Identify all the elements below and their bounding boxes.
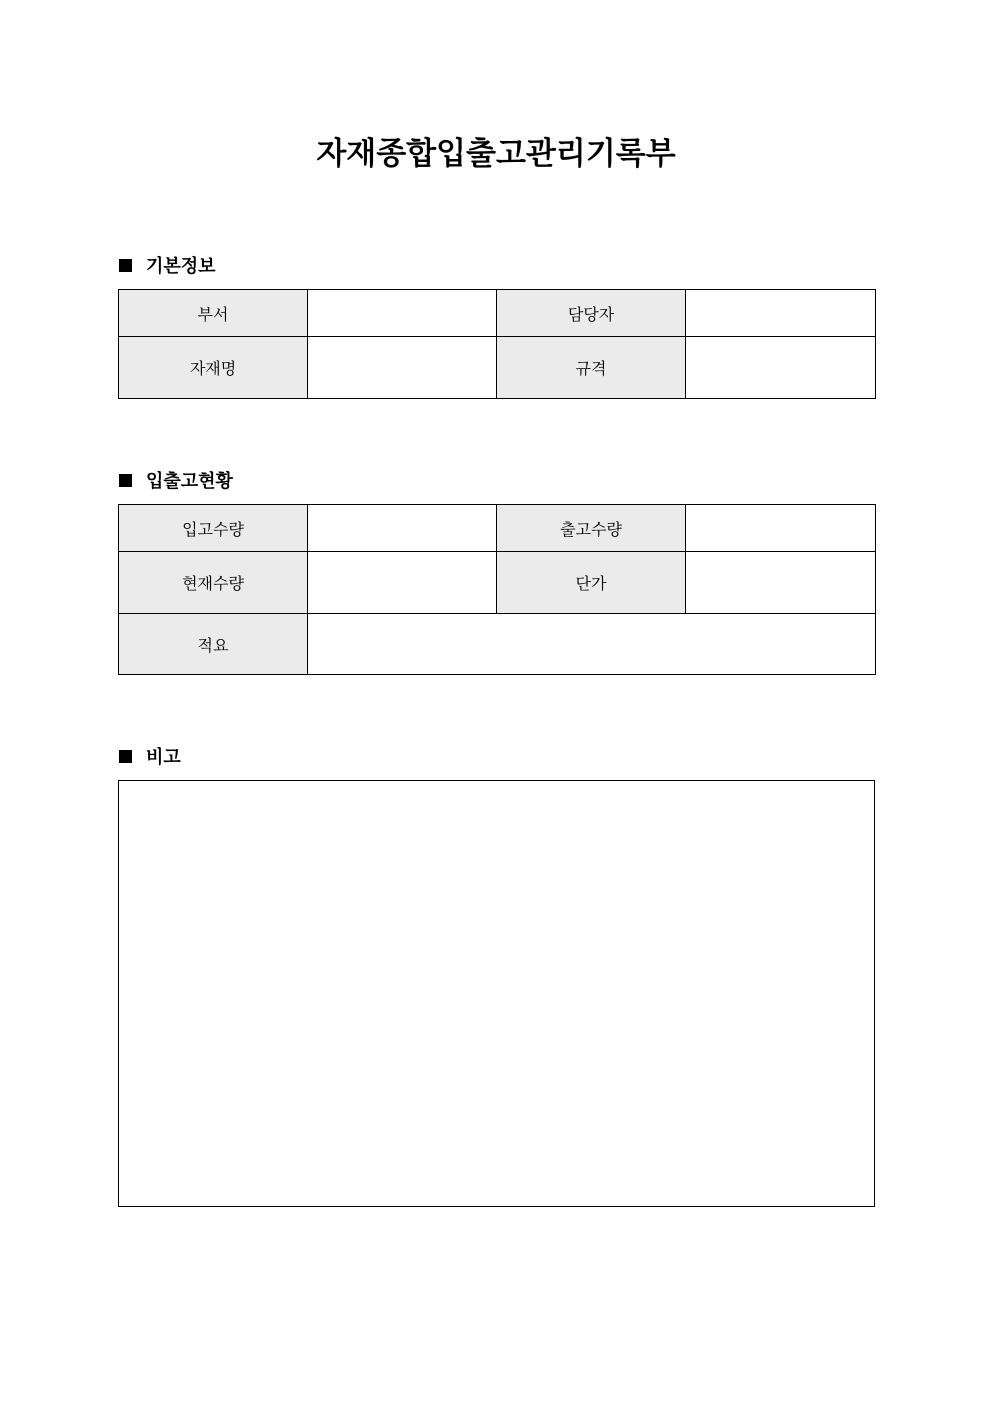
in-qty-label: 입고수량: [119, 505, 308, 552]
document-title: 자재종합입출고관리기록부: [316, 136, 676, 172]
section-heading-inout-status: [119, 468, 233, 492]
specification-field[interactable]: [686, 337, 876, 399]
current-qty-label: 현재수량: [119, 552, 308, 614]
summary-field[interactable]: [308, 614, 876, 675]
manager-label: 담당자: [497, 290, 686, 337]
table-row: [119, 337, 876, 399]
in-qty-field[interactable]: [308, 505, 497, 552]
material-name-field[interactable]: [308, 337, 497, 399]
specification-label: 규격: [497, 337, 686, 399]
table-row: [119, 552, 876, 614]
square-bullet-icon: [119, 474, 132, 487]
remarks-field[interactable]: [118, 780, 875, 1207]
department-field[interactable]: [308, 290, 497, 337]
department-label: 부서: [119, 290, 308, 337]
section-title: 기본정보: [146, 256, 216, 277]
table-row: [119, 290, 876, 337]
out-qty-field[interactable]: [686, 505, 876, 552]
table-row: [119, 614, 876, 675]
square-bullet-icon: [119, 259, 132, 272]
section-title: 입출고현황: [146, 471, 233, 492]
unit-price-label: 단가: [497, 552, 686, 614]
inout-status-table: [118, 504, 876, 675]
summary-label: 적요: [119, 614, 308, 675]
manager-field[interactable]: [686, 290, 876, 337]
square-bullet-icon: [119, 750, 132, 763]
section-heading-remarks: [119, 744, 181, 768]
table-row: [119, 505, 876, 552]
basic-info-table: [118, 289, 876, 399]
current-qty-field[interactable]: [308, 552, 497, 614]
out-qty-label: 출고수량: [497, 505, 686, 552]
material-name-label: 자재명: [119, 337, 308, 399]
unit-price-field[interactable]: [686, 552, 876, 614]
section-heading-basic-info: [119, 253, 216, 277]
section-title: 비고: [146, 747, 181, 768]
